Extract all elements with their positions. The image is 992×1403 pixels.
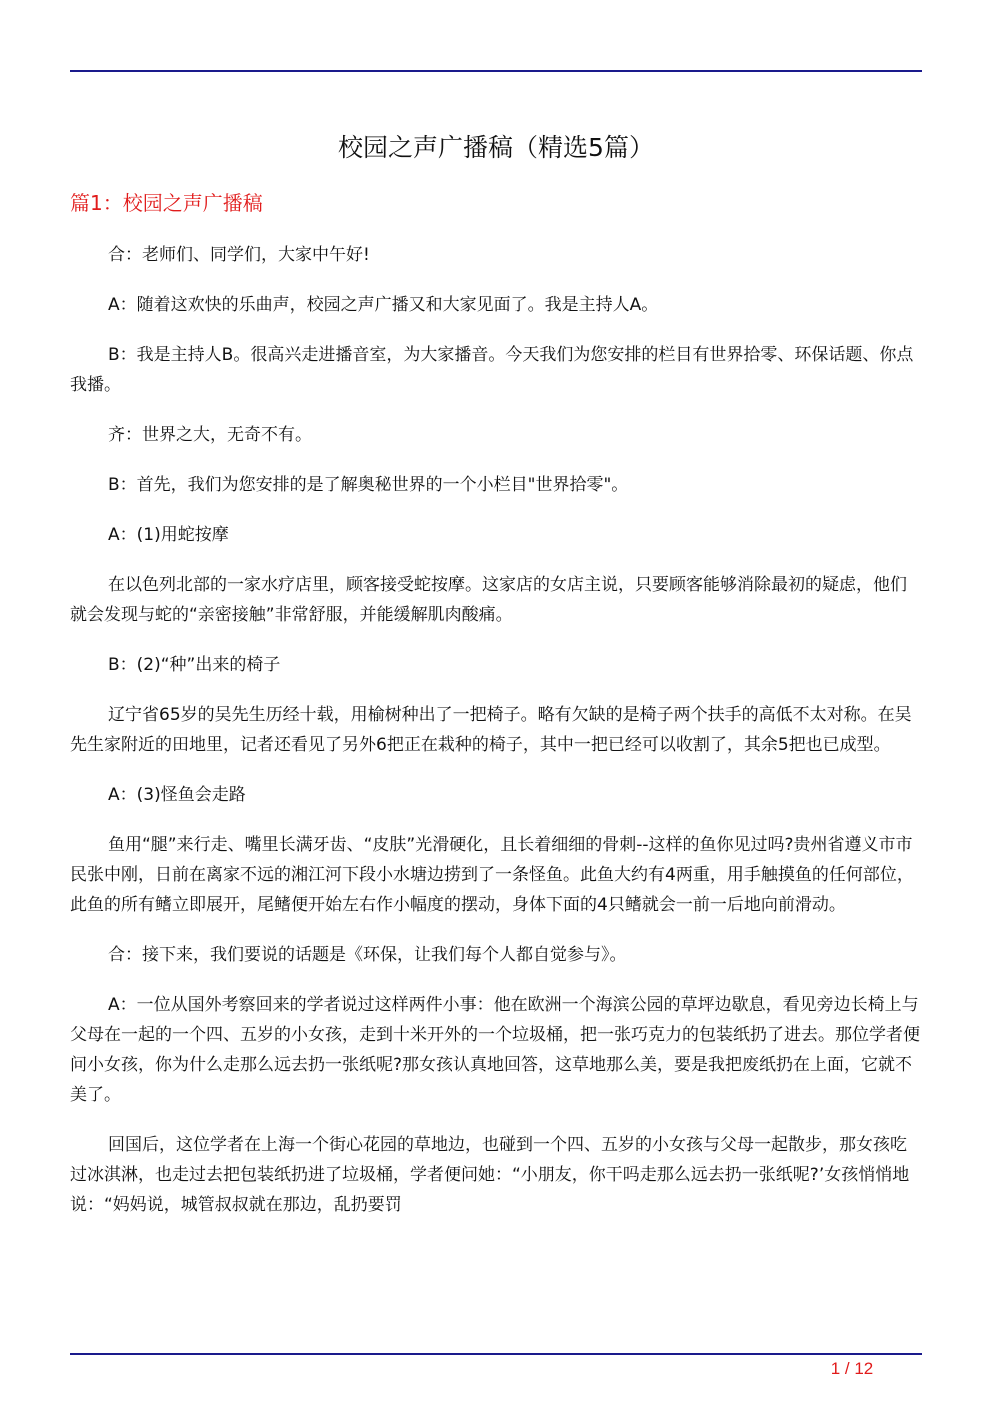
section-heading: 篇1：校园之声广播稿 — [70, 191, 263, 215]
paragraph: A：(3)怪鱼会走路 — [108, 785, 246, 805]
paragraph: A：(1)用蛇按摩 — [108, 525, 229, 545]
footer-rule — [70, 1353, 922, 1355]
document-body — [70, 240, 922, 1240]
paragraph: 辽宁省65岁的吴先生历经十载，用榆树种出了一把椅子。略有欠缺的是椅子两个扶手的高低不太对称。在吴先生家附近的田地里，记者还看见了另外6把正在栽种的椅子，其中一把已经可以收割了，其余5把也已成型。 — [70, 705, 912, 755]
paragraph: 鱼用“腿”来行走、嘴里长满牙齿、“皮肤”光滑硬化，且长着细细的骨刺--这样的鱼你见过吗?贵州省遵义市市民张中刚，日前在离家不远的湘江河下段小水塘边捞到了一条怪鱼。此鱼大约有4两重，用手触摸鱼的任何部位，此鱼的所有鳍立即展开，尾鳍便开始左右作小幅度的摆动，身体下面的4只鳍就会一前一后地向前滑动。 — [70, 835, 914, 915]
paragraph: 合：接下来，我们要说的话题是《环保，让我们每个人都自觉参与》。 — [108, 945, 627, 965]
document-title: 校园之声广播稿（精选5篇） — [338, 133, 654, 162]
paragraph: A：随着这欢快的乐曲声，校园之声广播又和大家见面了。我是主持人A。 — [108, 295, 659, 315]
paragraph: 在以色列北部的一家水疗店里，顾客接受蛇按摩。这家店的女店主说，只要顾客能够消除最初的疑虑，他们就会发现与蛇的“亲密接触”非常舒服，并能缓解肌肉酸痛。 — [70, 575, 907, 625]
paragraph: 合：老师们、同学们，大家中午好! — [108, 245, 370, 265]
paragraph: B：(2)“种”出来的椅子 — [108, 655, 281, 675]
page-number: 1 / 12 — [830, 1359, 874, 1378]
header-rule — [70, 70, 922, 72]
paragraph: 齐：世界之大，无奇不有。 — [108, 425, 312, 445]
paragraph: B：我是主持人B。很高兴走进播音室，为大家播音。今天我们为您安排的栏目有世界拾零、环保话题、你点我播。 — [70, 345, 914, 395]
paragraph: 回国后，这位学者在上海一个街心花园的草地边，也碰到一个四、五岁的小女孩与父母一起散步，那女孩吃过冰淇淋，也走过去把包装纸扔进了垃圾桶，学者便问她：“小朋友，你干吗走那么远去扔一张纸呢?’女孩悄悄地说：“妈妈说，城管叔叔就在那边，乱扔要罚 — [70, 1135, 910, 1215]
paragraph: B：首先，我们为您安排的是了解奥秘世界的一个小栏目"世界拾零"。 — [108, 475, 629, 495]
paragraph: A：一位从国外考察回来的学者说过这样两件小事：他在欧洲一个海滨公园的草坪边歇息，看见旁边长椅上与父母在一起的一个四、五岁的小女孩，走到十米开外的一个垃圾桶，把一张巧克力的包装纸扔了进去。那位学者便问小女孩，你为什么走那么远去扔一张纸呢?那女孩认真地回答，这草地那么美，要是我把废纸扔在上面，它就不美了。 — [70, 995, 920, 1105]
